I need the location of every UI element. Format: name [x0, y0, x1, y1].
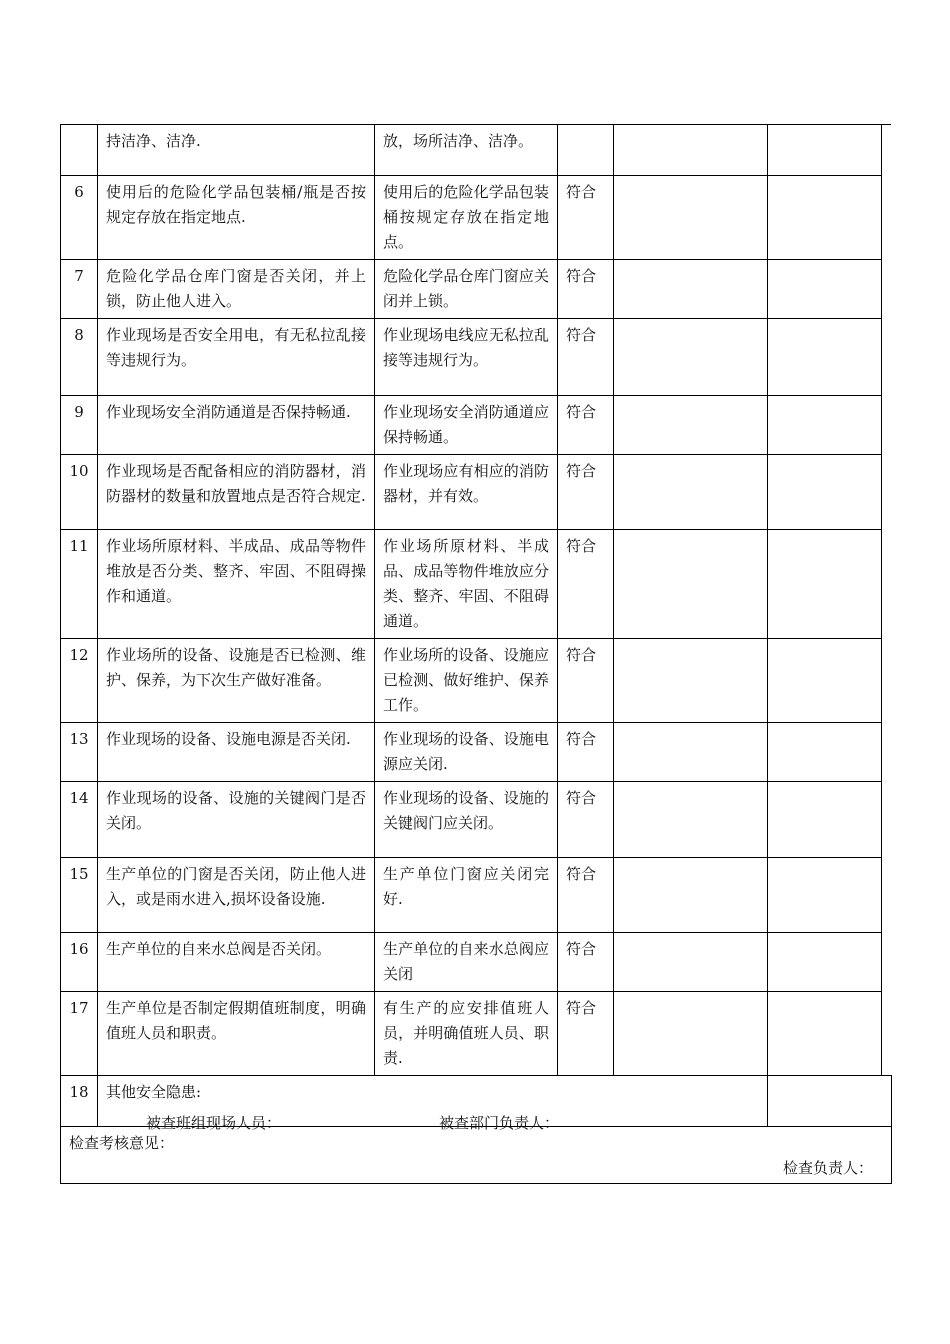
blank-cell [768, 1076, 892, 1127]
check-item: 使用后的危险化学品包装桶/瓶是否按规定存放在指定地点. [98, 176, 375, 260]
check-result: 符合 [558, 530, 614, 639]
check-standard: 作业现场应有相应的消防器材，并有效。 [375, 455, 558, 530]
blank-cell [614, 992, 768, 1076]
row-number: 10 [61, 455, 98, 530]
check-standard: 作业现场安全消防通道应保持畅通。 [375, 396, 558, 455]
table-row [61, 176, 892, 260]
table-row [61, 782, 892, 858]
check-item: 作业场所的设备、设施是否已检测、维护、保养，为下次生产做好准备。 [98, 639, 375, 723]
row-number: 7 [61, 260, 98, 319]
table-row [61, 396, 892, 455]
row-number: 14 [61, 782, 98, 858]
blank-cell [614, 125, 768, 176]
table-row [61, 639, 892, 723]
check-result: 符合 [558, 455, 614, 530]
check-standard: 作业场所原材料、半成品、成品等物件堆放应分类、整齐、牢固、不阻碍通道。 [375, 530, 558, 639]
table-row [61, 455, 892, 530]
row-number: 17 [61, 992, 98, 1076]
check-result: 符合 [558, 992, 614, 1076]
check-standard: 生产单位门窗应关闭完好. [375, 858, 558, 933]
check-standard: 放，场所洁净、洁净。 [375, 125, 558, 176]
blank-cell [614, 176, 768, 260]
table-row [61, 319, 892, 396]
check-standard: 危险化学品仓库门窗应关闭并上锁。 [375, 260, 558, 319]
table-row [61, 1127, 892, 1184]
blank-cell [768, 933, 882, 992]
check-result: 符合 [558, 639, 614, 723]
team-staff-signature-label: 被查班组现场人员： [146, 1114, 282, 1132]
blank-cell [768, 396, 882, 455]
check-item: 作业现场是否安全用电，有无私拉乱接等违规行为。 [98, 319, 375, 396]
blank-cell [768, 260, 882, 319]
table-row [61, 992, 892, 1076]
check-result: 符合 [558, 260, 614, 319]
check-standard: 使用后的危险化学品包装桶按规定存放在指定地点。 [375, 176, 558, 260]
blank-cell [768, 992, 882, 1076]
check-standard: 作业现场的设备、设施的关键阀门应关闭。 [375, 782, 558, 858]
blank-cell [768, 639, 882, 723]
row-number: 8 [61, 319, 98, 396]
review-opinion-cell [61, 1127, 892, 1184]
check-result: 符合 [558, 933, 614, 992]
check-standard: 作业现场电线应无私拉乱接等违规行为。 [375, 319, 558, 396]
check-standard: 作业现场的设备、设施电源应关闭. [375, 723, 558, 782]
row-number: 15 [61, 858, 98, 933]
blank-cell [614, 319, 768, 396]
blank-cell [614, 723, 768, 782]
check-result: 符合 [558, 396, 614, 455]
blank-cell [614, 639, 768, 723]
blank-cell [768, 319, 882, 396]
blank-cell [614, 260, 768, 319]
check-item: 作业现场的设备、设施电源是否关闭. [98, 723, 375, 782]
check-item: 生产单位是否制定假期值班制度，明确值班人员和职责。 [98, 992, 375, 1076]
check-standard: 作业场所的设备、设施应已检测、做好维护、保养工作。 [375, 639, 558, 723]
blank-cell [614, 530, 768, 639]
check-result [558, 125, 614, 176]
table-row [61, 125, 892, 176]
blank-cell [614, 455, 768, 530]
check-standard: 生产单位的自来水总阀应关闭 [375, 933, 558, 992]
check-result: 符合 [558, 319, 614, 396]
table-row [61, 858, 892, 933]
blank-cell [768, 125, 882, 176]
table-row [61, 530, 892, 639]
blank-cell [768, 723, 882, 782]
check-item: 作业现场的设备、设施的关键阀门是否关闭。 [98, 782, 375, 858]
row-number: 9 [61, 396, 98, 455]
row-number: 13 [61, 723, 98, 782]
safety-checklist-table [60, 124, 892, 1184]
blank-cell [768, 782, 882, 858]
blank-cell [614, 396, 768, 455]
inspector-signature-label: 检查负责人： [782, 1159, 873, 1177]
check-item: 生产单位的自来水总阀是否关闭。 [98, 933, 375, 992]
check-result: 符合 [558, 782, 614, 858]
blank-cell [768, 455, 882, 530]
blank-cell [768, 530, 882, 639]
check-result: 符合 [558, 858, 614, 933]
blank-cell [614, 933, 768, 992]
table-row [61, 723, 892, 782]
review-opinion-label: 检查考核意见： [69, 1134, 175, 1152]
check-item: 作业现场是否配备相应的消防器材，消防器材的数量和放置地点是否符合规定. [98, 455, 375, 530]
check-item: 作业现场安全消防通道是否保持畅通. [98, 396, 375, 455]
row-number: 6 [61, 176, 98, 260]
table-row [61, 260, 892, 319]
row-number: 11 [61, 530, 98, 639]
blank-cell [768, 176, 882, 260]
check-item: 作业场所原材料、半成品、成品等物件堆放是否分类、整齐、牢固、不阻碍操作和通道。 [98, 530, 375, 639]
other-hazards-cell: 其他安全隐患: [98, 1076, 768, 1127]
row-number: 16 [61, 933, 98, 992]
check-result: 符合 [558, 176, 614, 260]
table-row [61, 933, 892, 992]
check-standard: 有生产的应安排值班人员，并明确值班人员、职责. [375, 992, 558, 1076]
row-number [61, 125, 98, 176]
check-result: 符合 [558, 723, 614, 782]
blank-cell [614, 782, 768, 858]
check-item: 危险化学品仓库门窗是否关闭，并上锁，防止他人进入。 [98, 260, 375, 319]
blank-cell [614, 858, 768, 933]
check-item: 持洁净、洁净. [98, 125, 375, 176]
row-number: 12 [61, 639, 98, 723]
blank-cell [768, 858, 882, 933]
dept-head-signature-label: 被查部门负责人： [439, 1114, 560, 1132]
row-number: 18 [61, 1076, 98, 1127]
check-item: 生产单位的门窗是否关闭，防止他人进入，或是雨水进入,损坏设备设施. [98, 858, 375, 933]
